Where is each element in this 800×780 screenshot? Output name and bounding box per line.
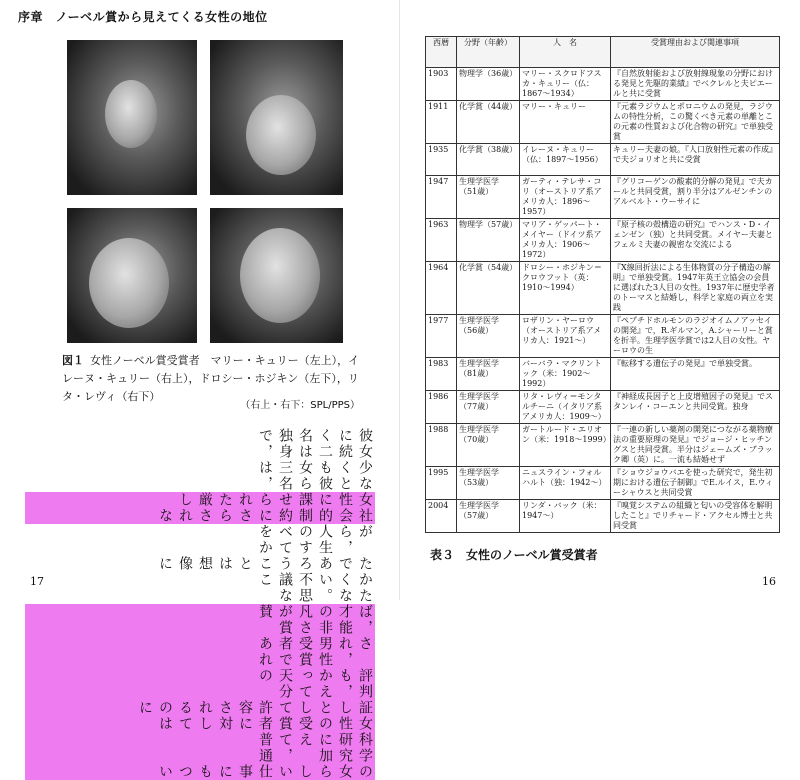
cell-name: リンダ・バック（米：1947～） <box>520 500 611 533</box>
cell-name: ドロシー・ホジキン＝クロウフット（英：1910～1994） <box>520 262 611 315</box>
text-column: 科学研究に加えて，普通 <box>25 732 375 764</box>
cell-name: バーバラ・マクリントック（米：1902～1992） <box>520 358 611 391</box>
cell-year: 1911 <box>426 101 457 144</box>
photo-irene-curie <box>210 40 343 195</box>
photo-rita-levi <box>210 208 343 343</box>
cell-field: 化学賞（44歳） <box>457 101 520 144</box>
cell-name: ロザリン・ヤーロウ（オーストリア系アメリカ人：1921～） <box>520 315 611 358</box>
women-nobel-table <box>425 36 780 533</box>
photo-marie-curie <box>67 40 197 195</box>
cell-reason: 『一連の新しい薬剤の開発につながる薬物療法の重要原理の発見』でジョージ・ヒッチングスと共同受賞。半分はジェームズ・ブラック卿（英）に。一流も結婚せず <box>611 424 780 467</box>
header-year: 西暦 <box>426 37 457 68</box>
cell-year: 1986 <box>426 391 457 424</box>
text-column: の女らしい仕事にもつい <box>25 764 375 780</box>
table-row <box>426 358 780 391</box>
table-row <box>426 68 780 101</box>
cell-name: マリー・スクロドフスカ・キュリー（仏：1867～1934） <box>520 68 611 101</box>
text-column: 評判も，かえって天分の <box>25 668 375 700</box>
table-row <box>426 315 780 358</box>
cell-reason: 『元素ラジウムとポロニウムの発見，ラジウムの特性分析，この驚くべき元素の単離とこの元素の性質および化合物の研究』で単独受賞 <box>611 101 780 144</box>
table-row <box>426 467 780 500</box>
text-column: 社会的制約にさらされな <box>25 508 375 524</box>
cell-field: 生理学医学（81歳） <box>457 358 520 391</box>
cell-year: 1977 <box>426 315 457 358</box>
table-row <box>426 424 780 467</box>
cell-reason: 『転移する遺伝子の発見』で単独受賞。 <box>611 358 780 391</box>
cell-year: 1963 <box>426 219 457 262</box>
table-row <box>426 219 780 262</box>
text-column: ば，才能の非凡さが賞賛 <box>25 604 375 636</box>
text-column: 証しとして許容されるのに <box>25 700 375 716</box>
figure-credit: （右上・右下：SPL/PPS） <box>240 400 360 411</box>
page-number-right: 16 <box>762 575 776 588</box>
chapter-header: 序章 ノーベル賞から見えてくる女性の地位 <box>18 10 268 24</box>
cell-year: 1983 <box>426 358 457 391</box>
text-column: 女性の受賞者に対しては <box>25 716 375 732</box>
text-column: かたくない。不思議なこ <box>257 572 373 604</box>
cell-name: マリー・キュリー <box>520 101 611 144</box>
text-column: 彼女に続く二名は独身で， <box>257 428 373 460</box>
cell-year: 1903 <box>426 68 457 101</box>
table-row <box>426 144 780 176</box>
cell-field: 化学賞（38歳） <box>457 144 520 176</box>
header-name: 人 名 <box>520 37 611 68</box>
table-row <box>426 101 780 144</box>
cell-name: マリア・ゲッパート・メイヤー（ドイツ系アメリカ人：1906～1972） <box>520 219 611 262</box>
cell-field: 物理学（57歳） <box>457 219 520 262</box>
right-page <box>400 0 800 600</box>
text-column: 女性に課せられた厳し <box>25 492 375 508</box>
cell-year: 1995 <box>426 467 457 500</box>
table-row <box>426 176 780 219</box>
figure-caption-number: 図１ <box>62 354 84 367</box>
text-column: 少なくとも彼女ら三名は， <box>257 460 373 492</box>
photo-dorothy-hodgkin <box>67 208 197 343</box>
header-reason: 受賞理由および関連事項 <box>611 37 780 68</box>
cell-reason: キュリー夫妻の娘。『人口放射性元素の作成』で夫ジョリオと共に受賞 <box>611 144 780 176</box>
cell-year: 1935 <box>426 144 457 176</box>
cell-reason: 『原子核の殻構造の研究』でハンス・D・イェンゼン（独）と共同受賞。メイヤー夫妻とフェルミ夫妻の親密な交流による <box>611 219 780 262</box>
cell-year: 2004 <box>426 500 457 533</box>
cell-field: 生理学医学（51歳） <box>457 176 520 219</box>
text-column: がら，人生のすべてをか <box>257 524 373 556</box>
text-column: され，男性受賞者であれ <box>25 636 375 668</box>
cell-name: イレーヌ・キュリー（仏：1897～1956） <box>520 144 611 176</box>
cell-field: 生理学医学（57歳） <box>457 500 520 533</box>
cell-year: 1964 <box>426 262 457 315</box>
figure-caption-text: 女性ノーベル賞受賞者 マリー・キュリー（左上），イレーヌ・キュリー（右上），ドロシー・ホジキン（左下），リタ・レヴィ（右下） <box>62 354 360 403</box>
cell-name: リタ・レヴィ＝モンタルチーニ（イタリア系アメリカ人：1909～） <box>520 391 611 424</box>
cell-year: 1947 <box>426 176 457 219</box>
cell-reason: 『X線回折法による生体物質の分子構造の解明』で単独受賞。1947年英王立協会の会員に選ばれた3人目の女性。1937年に歴史学者のトーマスと結婚し，科学と家庭の両立を実践 <box>611 262 780 315</box>
cell-reason: 『ペプチドホルモンのラジオイムノアッセイの開発』で，R.ギルマン，A.シャーリーと賞を折半。生理学医学賞では2人目の女性。ヤーロウの生 <box>611 315 780 358</box>
header-field: 分野（年齢） <box>457 37 520 68</box>
cell-name: ガートルード・エリオン（米：1918～1999） <box>520 424 611 467</box>
cell-field: 生理学医学（70歳） <box>457 424 520 467</box>
text-column: たであろうことは想像に <box>157 556 373 572</box>
cell-reason: 『グリコーゲンの酸素的分解の発見』で夫カールと共同受賞，割り半分はアルゼンチンのアルベルト・ウーサイに <box>611 176 780 219</box>
table-row <box>426 391 780 424</box>
cell-field: 生理学医学（56歳） <box>457 315 520 358</box>
cell-field: 生理学医学（77歳） <box>457 391 520 424</box>
table-row <box>426 500 780 533</box>
cell-year: 1988 <box>426 424 457 467</box>
table-caption: 表３ 女性のノーベル賞受賞者 <box>430 548 598 562</box>
cell-reason: 『ショウジョウバエを使った研究で，発生初期における遺伝子制御』でE.ルイス，E.ウィーシャウスと共同受賞 <box>611 467 780 500</box>
table-header-row <box>426 37 780 68</box>
table-row <box>426 262 780 315</box>
cell-name: ニュスライン・フォルハルト（独：1942～） <box>520 467 611 500</box>
cell-field: 物理学（36歳） <box>457 68 520 101</box>
cell-field: 化学賞（54歳） <box>457 262 520 315</box>
cell-reason: 『自然放射能および放射線現象の分野における発見と先駆的業績』でベクレルと夫ピエールと共に受賞 <box>611 68 780 101</box>
cell-name: ガーティ・テレサ・コリ（オーストリア系アメリカ人：1896～1957） <box>520 176 611 219</box>
cell-reason: 『神経成長因子と上皮增殖因子の発見』でスタンレイ・コーエンと共同受賞。独身 <box>611 391 780 424</box>
cell-reason: 『嗅覚システムの組織と匂いの受容体を解明したこと』でリチャード・アクセル博士と共同受賞 <box>611 500 780 533</box>
cell-field: 生理学医学（53歳） <box>457 467 520 500</box>
page-number-left: 17 <box>30 575 44 588</box>
